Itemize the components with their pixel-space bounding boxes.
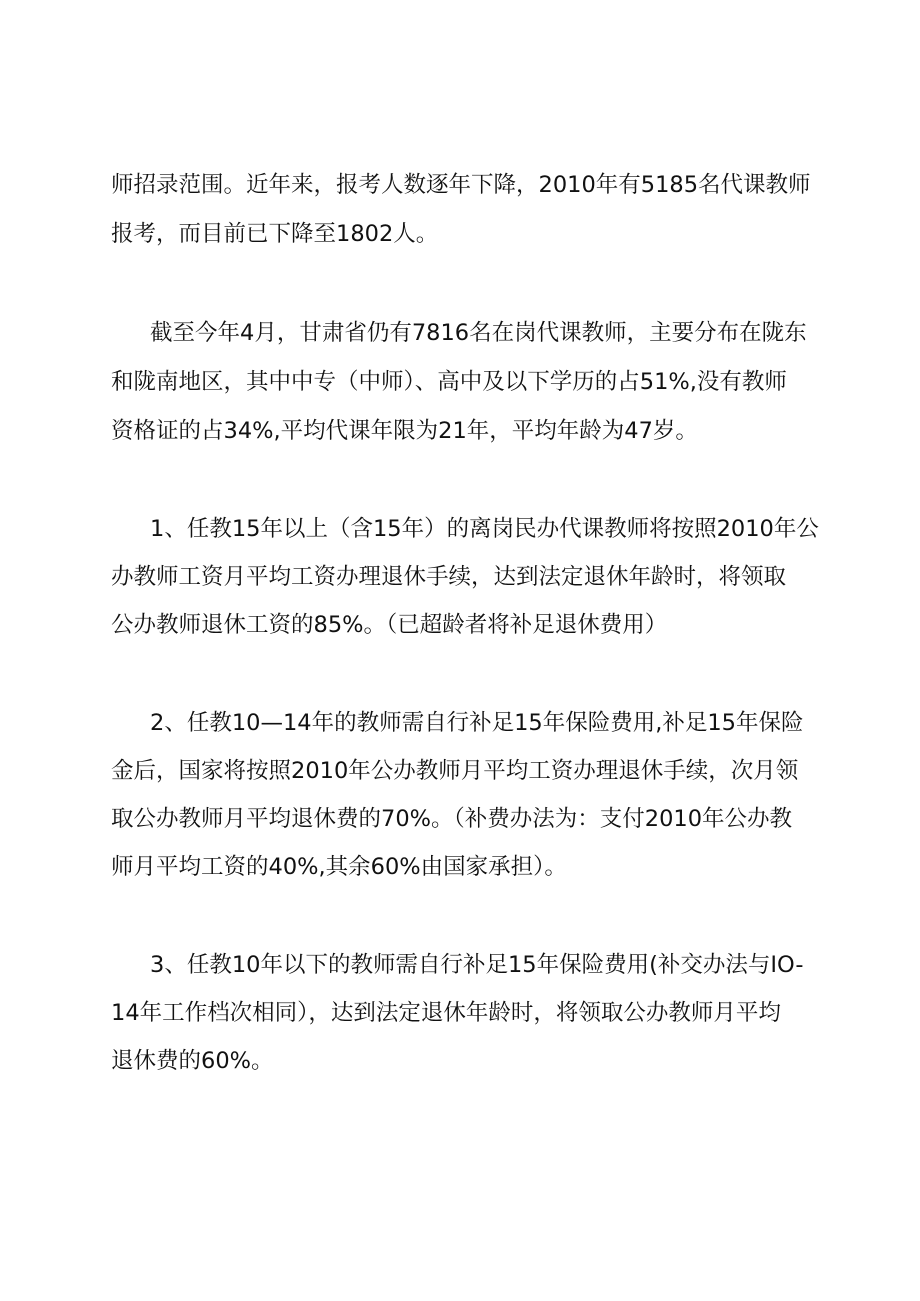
text-line	[0, 362, 920, 402]
item3-line-1: 3、任教10年以下的教师需自行补足15年保险费用(补交办法与IO-	[150, 952, 804, 978]
text-line	[0, 751, 920, 791]
item2-line-2: 金后，国家将按照2010年公办教师月平均工资办理退休手续，次月领	[111, 758, 799, 784]
item1-line-3: 公办教师退休工资的85%。（已超龄者将补足退休费用）	[111, 612, 668, 638]
item1-line-1: 1、任教15年以上（含15年）的离岗民办代课教师将按照2010年公	[150, 516, 819, 542]
text-line	[0, 313, 920, 353]
item2-line-3: 取公办教师月平均退休费的70%。（补费办法为：支付2010年公办教	[111, 806, 793, 832]
text-line	[0, 799, 920, 839]
text-line	[0, 557, 920, 597]
item3-line-2: 14年工作档次相同），达到法定退休年龄时，将领取公办教师月平均	[111, 1000, 781, 1026]
text-line	[0, 847, 920, 887]
status-line-2: 和陇南地区，其中中专（中师）、高中及以下学历的占51%,没有教师	[111, 369, 787, 395]
item3-line-3: 退休费的60%。	[111, 1048, 274, 1074]
intro-line-1: 师招录范围。近年来，报考人数逐年下降，2010年有5185名代课教师	[111, 172, 811, 198]
text-line	[0, 945, 920, 985]
text-line	[0, 411, 920, 451]
item2-line-4: 师月平均工资的40%,其余60%由国家承担）。	[111, 854, 567, 880]
intro-line-2: 报考，而目前已下降至1802人。	[111, 221, 439, 247]
item2-line-1: 2、任教10—14年的教师需自行补足15年保险费用,补足15年保险	[150, 710, 804, 736]
status-line-3: 资格证的占34%,平均代课年限为21年，平均年龄为47岁。	[111, 418, 698, 444]
text-line	[0, 993, 920, 1033]
text-line	[0, 703, 920, 743]
text-line	[0, 165, 920, 205]
status-line-1: 截至今年4月，甘肃省仍有7816名在岗代课教师，主要分布在陇东	[150, 320, 807, 346]
item1-line-2: 办教师工资月平均工资办理退休手续，达到法定退休年龄时，将领取	[111, 564, 787, 590]
text-line	[0, 605, 920, 645]
text-line	[0, 509, 920, 549]
text-line	[0, 1041, 920, 1081]
text-line	[0, 214, 920, 254]
